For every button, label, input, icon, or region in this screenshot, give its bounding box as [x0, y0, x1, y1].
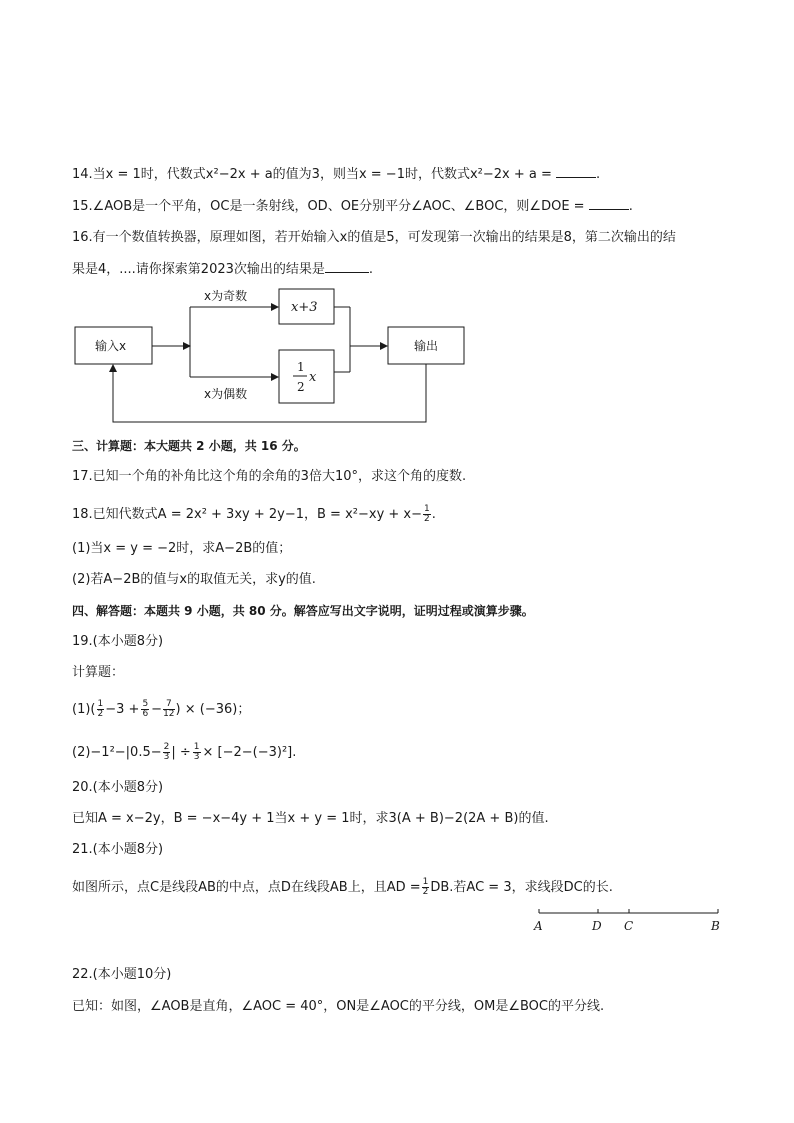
question-18-part-2: (2)若A−2B的值与x的取值无关，求y的值. [72, 572, 316, 587]
fraction [423, 505, 431, 524]
question-18-part-1: (1)当x = y = −2时，求A−2B的值； [72, 541, 292, 556]
fraction [97, 700, 105, 719]
odd-op: x+3 [291, 300, 318, 315]
question-22-title: 22.(本小题10分) [72, 967, 172, 982]
fraction-numerator: 1 [422, 877, 429, 887]
fraction-denominator: 2 [97, 709, 104, 719]
point-label-a: A [534, 919, 543, 933]
even-op-numerator: 1 [297, 360, 305, 374]
question-14-text: 14.当x = 1时，代数式x²−2x + a的值为3，则当x = −1时，代数式x²−2x + a = [72, 167, 557, 182]
expr-text: −3 + [105, 702, 140, 717]
point-label-d: D [592, 919, 602, 933]
question-20-text: 已知A = x−2y，B = −x−4y + 1当x + y = 1时，求3(A + B)−2(2A + B)的值. [72, 811, 549, 826]
fraction-denominator: 6 [142, 709, 149, 719]
question-21-text [72, 878, 613, 897]
fraction-numerator: 2 [163, 742, 170, 752]
fraction-denominator: 2 [422, 887, 429, 897]
even-label: x为偶数 [204, 387, 248, 401]
expr-text: | ÷ [171, 745, 191, 760]
fraction [193, 743, 201, 762]
question-15-text: 15.∠AOB是一个平角，OC是一条射线，OD、OE分别平分∠AOC、∠BOC，则∠DOE = [72, 199, 589, 214]
question-19-part-1 [72, 700, 250, 719]
question-19-intro: 计算题： [72, 665, 125, 680]
fraction-numerator: 1 [193, 742, 200, 752]
question-21-title: 21.(本小题8分) [72, 842, 164, 857]
expr-text: (2)−1²−|0.5− [72, 745, 162, 760]
point-label-b: B [711, 919, 720, 933]
fraction-numerator: 7 [163, 700, 174, 710]
question-15-tail: . [628, 199, 633, 214]
odd-label: x为奇数 [204, 289, 248, 303]
expr-text: × [−2−(−3)²]. [202, 745, 297, 760]
question-20-title: 20.(本小题8分) [72, 780, 164, 795]
question-17: 17.已知一个角的补角比这个角的余角的3倍大10°，求这个角的度数. [72, 469, 467, 484]
even-op-denominator: 2 [297, 380, 305, 394]
question-19-part-2 [72, 743, 296, 762]
loop-line [113, 364, 426, 422]
fraction [141, 700, 149, 719]
input-label: 输入x [95, 339, 127, 353]
fraction-numerator: 1 [424, 504, 430, 514]
fraction-denominator: 3 [163, 752, 170, 762]
question-16-text: 果是4，....请你探索第2023次输出的结果是 [72, 262, 325, 277]
question-18-text: 18.已知代数式A = 2x² + 3xy + 2y−1，B = x²−xy + x− [72, 507, 423, 522]
fraction [163, 700, 174, 719]
section-4-heading: 四、解答题：本题共 9 小题，共 80 分。解答应写出文字说明，证明过程或演算步骤。 [72, 604, 534, 618]
question-21-text-post: DB.若AC = 3，求线段DC的长. [430, 880, 613, 895]
output-label: 输出 [414, 339, 439, 353]
fraction [422, 878, 430, 897]
fraction-denominator: 2 [424, 514, 430, 524]
segment-figure [530, 905, 730, 937]
question-19-title: 19.(本小题8分) [72, 634, 164, 649]
question-14-tail: . [596, 167, 601, 182]
point-label-c: C [624, 919, 634, 933]
fraction-numerator: 5 [142, 699, 149, 709]
question-21-text-pre: 如图所示，点C是线段AB的中点，点D在线段AB上，且AD = [72, 880, 421, 895]
expr-text: ) × (−36)； [175, 702, 251, 717]
even-op-variable: x [309, 370, 317, 385]
section-3-heading: 三、计算题：本大题共 2 小题，共 16 分。 [72, 439, 306, 453]
question-18 [72, 505, 436, 524]
fraction-numerator: 1 [97, 699, 104, 709]
fraction-denominator: 12 [163, 709, 175, 719]
question-18-tail: . [431, 507, 436, 522]
fraction-denominator: 3 [193, 752, 200, 762]
question-22-text: 已知：如图，∠AOB是直角，∠AOC = 40°，ON是∠AOC的平分线，OM是∠BOC的平分线. [72, 999, 605, 1014]
expr-text: (1)( [72, 702, 96, 717]
question-16-tail: . [368, 262, 374, 277]
question-16-line1: 16.有一个数值转换器，原理如图，若开始输入x的值是5，可发现第一次输出的结果是8，第二次输出的结 [72, 230, 676, 245]
fraction [163, 743, 171, 762]
expr-text: − [151, 702, 163, 717]
